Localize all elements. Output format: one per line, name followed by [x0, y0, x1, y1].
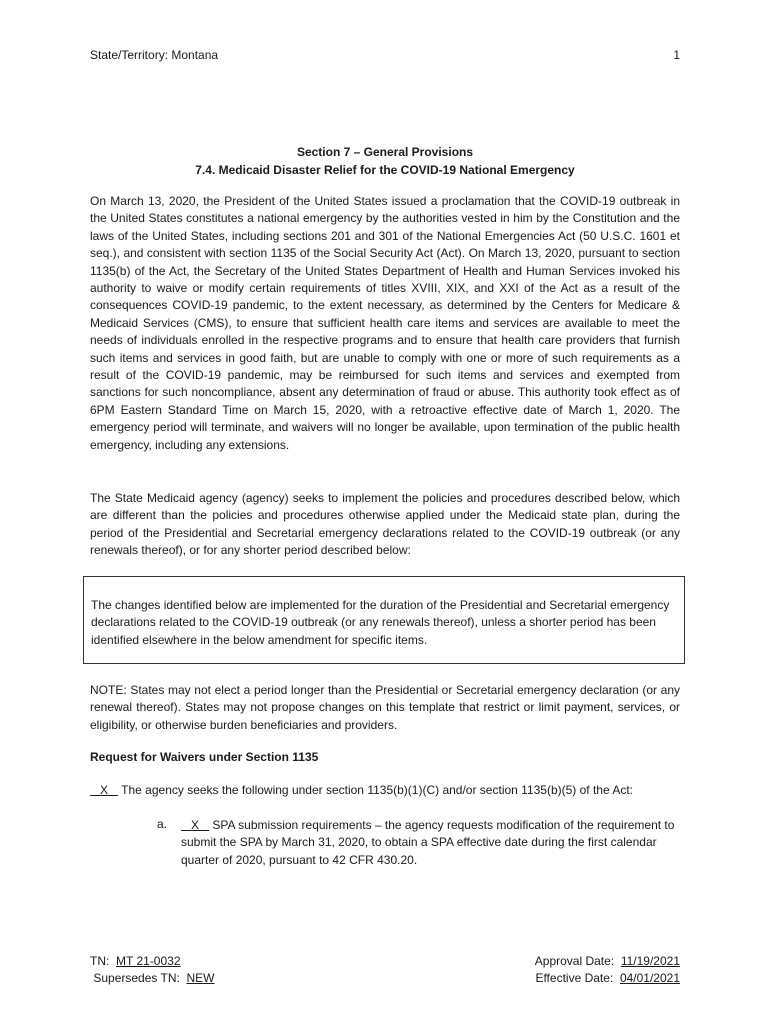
duration-box: [83, 576, 685, 664]
note-paragraph: NOTE: States may not elect a period longer than the Presidential or Secretarial emergency declaration (or any renewal thereof). States may not propose changes on this template that restrict or limit payment, services, or eligibility, or otherwise burden beneficiaries and providers.: [90, 683, 680, 732]
duration-text: The changes identified below are implemented for the duration of the Presidential and Secretarial emergency declarations related to the COVID-19 outbreak (or any renewals thereof), unless a shorter period has been identified elsewhere in the below amendment for specific items.: [91, 598, 670, 647]
request-text: The agency seeks the following under section 1135(b)(1)(C) and/or section 1135(b)(5) of the Act:: [121, 783, 633, 797]
footer-right: [535, 953, 680, 988]
waiver-heading: Request for Waivers under Section 1135: [90, 750, 319, 764]
request-checkmark: X: [100, 783, 109, 797]
page-number: 1: [673, 48, 680, 62]
approval-value: 11/19/2021: [620, 954, 680, 968]
effective-line: Effective Date: 04/01/2021: [535, 971, 680, 986]
state-territory-header: State/Territory: Montana: [90, 48, 219, 62]
section-title: Section 7 – General Provisions: [296, 145, 474, 159]
approval-line: Approval Date: 11/19/2021: [534, 954, 680, 968]
subsection-title: 7.4. Medicaid Disaster Relief for the COVID-19 National Emergency: [195, 163, 575, 177]
effective-value: 04/01/2021: [619, 971, 680, 986]
intro-paragraph: On March 13, 2020, the President of the United States issued a proclamation that the COVID-19 outbreak in the United States constitutes a national emergency by the authorities vested in him by the Constitution and the laws of the United States, including sections 201 and 301 of the National Emergencies Act (50 U.S.C. 1601 et seq.), and consistent with section 1135 of the Social Security Act (Act). On March 13, 2020, pursuant to section 1135(b) of the Act, the Secretary of the United States Department of Health and Human Services invoked his authority to waive or modify certain requirements of titles XVIII, XIX, and XXI of the Act as a result of the consequences COVID-19 pandemic, to the extent necessary, as determined by the Centers for Medicare & Medicaid Services (CMS), to ensure that sufficient health care items and services are available to meet the needs of individuals enrolled in the respective programs and to ensure that health care providers that furnish such items and services in good faith, but are unable to comply with one or more of such requirements as a result of the COVID-19 pandemic, may be reimbursed for such items and services and exempted from sanctions for such noncompliance, absent any determination of fraud or abuse. This authority took effect as of 6PM Eastern Standard Time on March 15, 2020, with a retroactive effective date of March 1, 2020. The emergency period will terminate, and waivers will no longer be available, upon termination of the public health emergency, including any extensions.: [90, 194, 680, 452]
footer-left: [90, 953, 215, 988]
tn-value: MT 21-0032: [116, 954, 181, 968]
supersedes-value: NEW: [186, 971, 215, 986]
item-a-checkmark: X: [191, 818, 200, 832]
tn-line: TN: MT 21-0032: [90, 954, 181, 968]
supersedes-line: Supersedes TN: NEW: [93, 971, 215, 986]
item-a-description: SPA submission requirements – the agency requests modification of the requirement to submit the SPA by March 31, 2020, to obtain a SPA effective date during the first calendar quarter of 2020, pursuant to 42 CFR 430.20.: [181, 818, 675, 867]
item-a-text: [181, 817, 681, 869]
item-a-label: a.: [157, 817, 168, 831]
page-title: [0, 143, 770, 179]
agency-paragraph: The State Medicaid agency (agency) seeks to implement the policies and procedures described below, which are different than the policies and procedures otherwise applied under the Medicaid state plan, during the period of the Presidential and Secretarial emergency declarations related to the COVID-19 outbreak (or any renewals thereof), or for any shorter period described below:: [90, 491, 680, 558]
request-line: [90, 783, 633, 797]
